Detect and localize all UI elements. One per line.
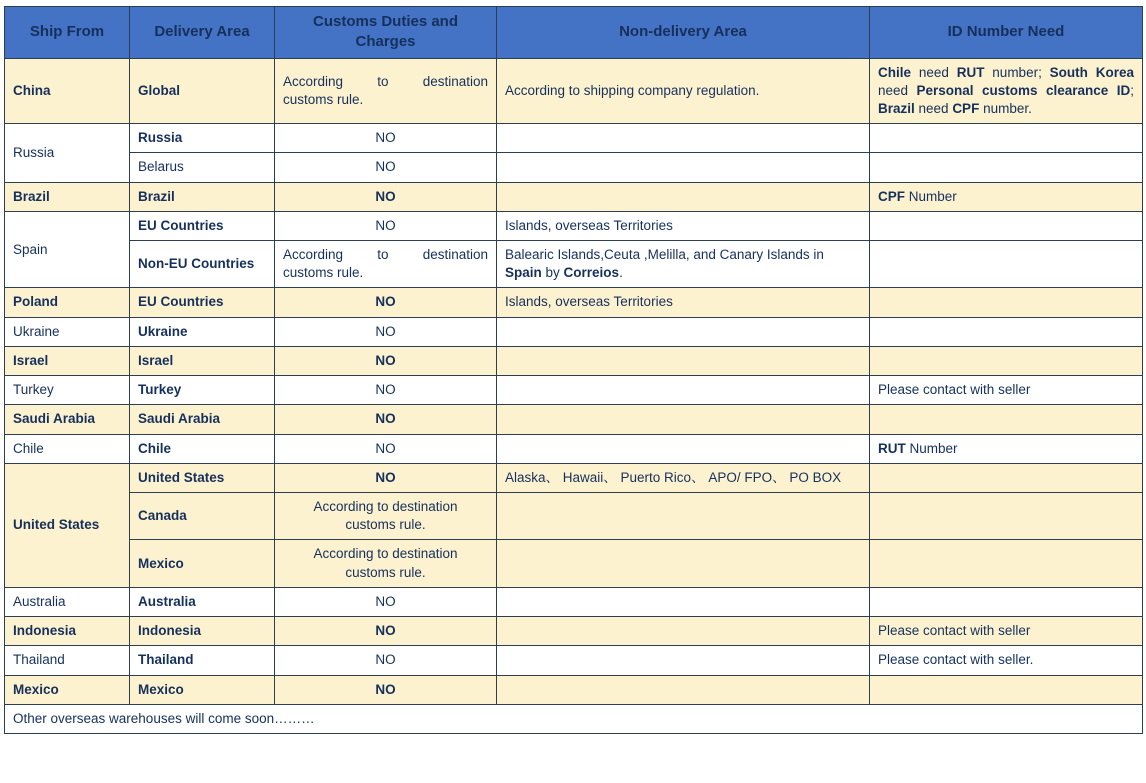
cell-delivery-area: Israel: [130, 346, 275, 375]
id-text-need-3: need: [914, 100, 953, 116]
duty-line-1: [283, 73, 488, 91]
non-delivery-country-spain: Spain: [505, 265, 542, 281]
id-text-number: Number: [905, 440, 958, 456]
table-row: [5, 317, 1143, 346]
table-row: [5, 646, 1143, 675]
cell-ship-from: Ukraine: [5, 317, 130, 346]
cell-non-delivery-area: [497, 646, 870, 675]
non-delivery-text-1: Balearic Islands,Ceuta ,Melilla, and Canary Islands in: [505, 247, 824, 263]
cell-customs-duties: NO: [275, 153, 497, 182]
id-type-cpf: CPF: [878, 188, 905, 204]
cell-ship-from: Australia: [5, 587, 130, 616]
cell-customs-duties: NO: [275, 675, 497, 704]
duty-word-destination: destination: [422, 73, 488, 89]
table-header: [5, 7, 1143, 59]
table-row: [5, 587, 1143, 616]
table-row: [5, 617, 1143, 646]
cell-id-number: Please contact with seller: [870, 617, 1143, 646]
cell-delivery-area: Russia: [130, 124, 275, 153]
cell-non-delivery-area: [497, 182, 870, 211]
cell-customs-duties: [275, 58, 497, 124]
cell-id-number: [870, 124, 1143, 153]
cell-ship-from: Spain: [5, 211, 130, 288]
cell-ship-from: Mexico: [5, 675, 130, 704]
cell-customs-duties: NO: [275, 346, 497, 375]
cell-non-delivery-area: Islands, overseas Territories: [497, 211, 870, 240]
cell-non-delivery-area: Islands, overseas Territories: [497, 288, 870, 317]
cell-delivery-area: Mexico: [130, 540, 275, 587]
table-row: [5, 58, 1143, 124]
cell-customs-duties: NO: [275, 182, 497, 211]
cell-id-number: [870, 346, 1143, 375]
cell-delivery-area: Global: [130, 58, 275, 124]
duty-word-according: According: [283, 73, 344, 89]
shipping-policy-table: [4, 6, 1143, 734]
table-row: [5, 211, 1143, 240]
cell-id-number: [870, 434, 1143, 463]
cell-ship-from: Chile: [5, 434, 130, 463]
id-text-number-2: number.: [979, 100, 1032, 116]
cell-id-number: [870, 587, 1143, 616]
cell-customs-duties: NO: [275, 463, 497, 492]
id-country-brazil: Brazil: [878, 100, 915, 116]
id-text-semicolon: ;: [1130, 82, 1134, 98]
cell-ship-from: Saudi Arabia: [5, 405, 130, 434]
cell-delivery-area: Turkey: [130, 376, 275, 405]
cell-customs-duties: NO: [275, 288, 497, 317]
duty-line-1: According to destination: [313, 499, 458, 514]
cell-non-delivery-area: [497, 434, 870, 463]
column-header-delivery-area: Delivery Area: [130, 7, 275, 59]
cell-non-delivery-area: [497, 124, 870, 153]
id-type-rut: RUT: [956, 64, 985, 80]
id-text-number: Number: [905, 188, 957, 204]
cell-ship-from: Thailand: [5, 646, 130, 675]
cell-customs-duties: [275, 493, 497, 540]
cell-non-delivery-area: [497, 540, 870, 587]
id-type-personal-customs-clearance-id: Personal customs clearance ID: [916, 82, 1131, 98]
cell-non-delivery-area: [497, 675, 870, 704]
cell-id-number: [870, 241, 1143, 288]
duty-word-to: to: [377, 247, 389, 263]
table-row: [5, 153, 1143, 182]
cell-delivery-area: Belarus: [130, 153, 275, 182]
duty-line-2: customs rule.: [283, 91, 364, 107]
cell-customs-duties: NO: [275, 405, 497, 434]
cell-delivery-area: Indonesia: [130, 617, 275, 646]
id-text-need-2: need: [878, 82, 917, 98]
cell-id-number: [870, 540, 1143, 587]
cell-non-delivery-area: [497, 587, 870, 616]
cell-non-delivery-area: According to shipping company regulation.: [497, 58, 870, 124]
cell-id-number: [870, 493, 1143, 540]
duty-word-to: to: [377, 73, 389, 89]
cell-ship-from: Russia: [5, 124, 130, 182]
cell-non-delivery-area: Alaska、 Hawaii、 Puerto Rico、 APO/ FPO、 PO BOX: [497, 463, 870, 492]
cell-id-number: [870, 463, 1143, 492]
table-row: [5, 241, 1143, 288]
cell-delivery-area: Brazil: [130, 182, 275, 211]
cell-id-number: [870, 288, 1143, 317]
table-row: [5, 405, 1143, 434]
cell-ship-from: Poland: [5, 288, 130, 317]
column-header-customs-duties: Customs Duties and Charges: [275, 7, 497, 59]
cell-id-number: [870, 153, 1143, 182]
header-row: [5, 7, 1143, 59]
non-delivery-text-3: .: [619, 265, 623, 281]
cell-delivery-area: United States: [130, 463, 275, 492]
cell-customs-duties: [275, 540, 497, 587]
table-row: [5, 540, 1143, 587]
table-row: [5, 124, 1143, 153]
cell-delivery-area: Saudi Arabia: [130, 405, 275, 434]
cell-customs-duties: NO: [275, 376, 497, 405]
duty-word-according: According: [283, 247, 344, 263]
id-type-rut: RUT: [878, 440, 906, 456]
non-delivery-carrier-correios: Correios: [563, 265, 620, 281]
cell-ship-from: China: [5, 58, 130, 124]
duty-line-2: customs rule.: [283, 265, 364, 281]
cell-delivery-area: Ukraine: [130, 317, 275, 346]
table-row: [5, 346, 1143, 375]
cell-delivery-area: Thailand: [130, 646, 275, 675]
cell-delivery-area: Mexico: [130, 675, 275, 704]
cell-non-delivery-area: [497, 376, 870, 405]
duty-line-2: customs rule.: [345, 517, 426, 533]
cell-ship-from: Indonesia: [5, 617, 130, 646]
table-row: [5, 376, 1143, 405]
id-country-chile: Chile: [878, 64, 912, 80]
id-type-cpf: CPF: [952, 100, 980, 116]
cell-id-number: Please contact with seller.: [870, 646, 1143, 675]
cell-delivery-area: EU Countries: [130, 288, 275, 317]
footer-note: Other overseas warehouses will come soon………: [5, 704, 1143, 733]
cell-id-number: [870, 211, 1143, 240]
column-header-non-delivery-area: Non-delivery Area: [497, 7, 870, 59]
cell-customs-duties: NO: [275, 617, 497, 646]
cell-id-number: Please contact with seller: [870, 376, 1143, 405]
cell-customs-duties: NO: [275, 587, 497, 616]
cell-id-number: [870, 317, 1143, 346]
table-row: [5, 182, 1143, 211]
cell-non-delivery-area: [497, 405, 870, 434]
cell-ship-from: United States: [5, 463, 130, 587]
cell-delivery-area: Non-EU Countries: [130, 241, 275, 288]
cell-customs-duties: [275, 241, 497, 288]
cell-non-delivery-area: [497, 493, 870, 540]
cell-delivery-area: Chile: [130, 434, 275, 463]
cell-non-delivery-area: [497, 617, 870, 646]
table-row: [5, 288, 1143, 317]
id-text-need-1: need: [911, 64, 957, 80]
id-country-south-korea: South Korea: [1049, 64, 1134, 80]
table-row: [5, 675, 1143, 704]
table-row: [5, 493, 1143, 540]
cell-customs-duties: NO: [275, 124, 497, 153]
duty-line-2: customs rule.: [345, 564, 426, 580]
cell-ship-from: Israel: [5, 346, 130, 375]
cell-non-delivery-area: [497, 153, 870, 182]
column-header-ship-from: Ship From: [5, 7, 130, 59]
cell-non-delivery-area: [497, 317, 870, 346]
cell-id-number: [870, 405, 1143, 434]
cell-ship-from: Turkey: [5, 376, 130, 405]
table-footer-row: [5, 704, 1143, 733]
cell-non-delivery-area: [497, 346, 870, 375]
cell-customs-duties: NO: [275, 317, 497, 346]
non-delivery-text-2: by: [541, 265, 564, 281]
cell-delivery-area: Australia: [130, 587, 275, 616]
table-row: [5, 463, 1143, 492]
table-body: [5, 58, 1143, 733]
duty-line-1: [283, 246, 488, 264]
id-text-number-1: number;: [984, 64, 1050, 80]
cell-id-number: [870, 182, 1143, 211]
cell-non-delivery-area: [497, 241, 870, 288]
cell-ship-from: Brazil: [5, 182, 130, 211]
duty-line-1: According to destination: [313, 546, 458, 562]
cell-delivery-area: Canada: [130, 493, 275, 540]
duty-word-destination: destination: [422, 247, 488, 263]
cell-id-number: [870, 58, 1143, 124]
cell-customs-duties: NO: [275, 211, 497, 240]
cell-delivery-area: EU Countries: [130, 211, 275, 240]
column-header-id-number-need: ID Number Need: [870, 7, 1143, 59]
cell-customs-duties: NO: [275, 646, 497, 675]
cell-customs-duties: NO: [275, 434, 497, 463]
table-row: [5, 434, 1143, 463]
cell-id-number: [870, 675, 1143, 704]
